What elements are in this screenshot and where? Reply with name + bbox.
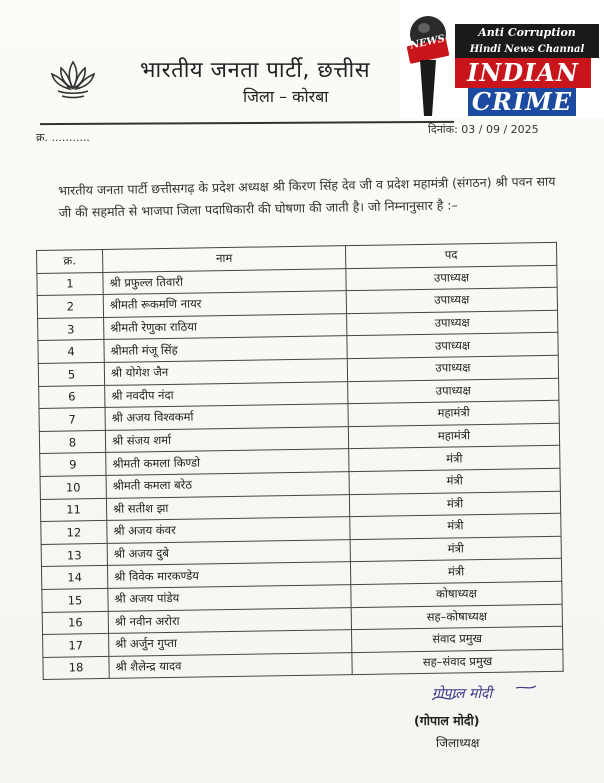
row-post: उपाध्यक्ष <box>346 288 557 314</box>
row-post: उपाध्यक्ष <box>347 310 558 336</box>
row-name: श्रीमती कमला बरेठ <box>106 472 349 498</box>
row-post: मंत्री <box>350 536 561 562</box>
row-name: श्रीमती रेणुका राठिया <box>104 313 347 339</box>
district-name: जिला – कोरबा <box>243 87 329 106</box>
microphone-icon <box>406 12 450 116</box>
row-name: श्री अजय पांडेय <box>108 585 351 611</box>
row-post: मंत्री <box>349 468 560 494</box>
row-name: श्रीमती मंजू सिंह <box>104 336 347 362</box>
row-post: महामंत्री <box>348 423 559 449</box>
news-logo-line3: INDIAN <box>455 58 591 88</box>
letter-date: दिनांक: 03 / 09 / 2025 <box>428 123 539 136</box>
row-serial: 11 <box>40 498 106 522</box>
row-post: संवाद प्रमुख <box>352 626 563 652</box>
row-post: मंत्री <box>349 491 560 517</box>
row-name: श्री अजय दुबे <box>107 539 350 565</box>
row-name: श्री सतीश झा <box>106 494 349 520</box>
row-post: उपाध्यक्ष <box>347 355 558 381</box>
news-badge: NEWS <box>409 33 446 52</box>
row-serial: 8 <box>39 430 105 454</box>
header-serial: क्र. <box>37 249 103 273</box>
row-post: उपाध्यक्ष <box>347 333 558 359</box>
row-serial: 6 <box>39 385 105 409</box>
office-bearers-table <box>36 242 564 680</box>
intro-paragraph: भारतीय जनता पार्टी छत्तीसगढ़ के प्रदेश अध्यक्ष श्री किरण सिंह देव जी व प्रदेश महामंत्री (संगठन) श्री पवन साय जी की सहमति से भाजपा जिला पदाधिकारी की घोषणा की जाती है। जो निम्नानुसार है :– <box>58 173 556 220</box>
news-logo-line2: Hindi News Channal <box>455 42 599 58</box>
row-name: श्री संजय शर्मा <box>105 426 348 452</box>
row-serial: 14 <box>41 566 107 590</box>
row-serial: 17 <box>43 634 109 658</box>
row-serial: 3 <box>38 317 104 341</box>
row-name: श्री शैलेन्द्र यादव <box>109 652 352 678</box>
row-serial: 13 <box>41 543 107 567</box>
header-name: नाम <box>102 246 345 272</box>
row-post: उपाध्यक्ष <box>348 378 559 404</box>
row-serial: 7 <box>39 408 105 432</box>
header-divider <box>40 121 454 125</box>
row-serial: 2 <box>37 295 103 319</box>
reference-number: क्र. ........... <box>36 131 90 144</box>
row-post: सह–कोषाध्यक्ष <box>351 604 562 630</box>
row-name: श्री नवदीप नंदा <box>105 381 348 407</box>
row-name: श्री योगेश जैन <box>104 359 347 385</box>
row-serial: 16 <box>42 611 108 635</box>
row-post: कोषाध्यक्ष <box>351 581 562 607</box>
row-name: श्री अजय कंवर <box>107 517 350 543</box>
row-name: श्री अर्जुन गुप्ता <box>109 630 352 656</box>
signatory-name: (गोपाल मोदी) <box>414 713 480 728</box>
news-logo-line4: CRIME <box>468 88 576 116</box>
row-name: श्रीमती कमला किण्डो <box>106 449 349 475</box>
row-serial: 1 <box>37 272 103 296</box>
row-serial: 12 <box>41 521 107 545</box>
row-post: सह–संवाद प्रमुख <box>352 649 563 675</box>
row-name: श्री प्रफुल्ल तिवारी <box>103 268 346 294</box>
row-serial: 18 <box>43 656 109 680</box>
row-post: मंत्री <box>350 559 561 585</box>
handwritten-signature: गोपाल मोदी <box>432 686 493 702</box>
row-serial: 4 <box>38 340 104 364</box>
row-post: मंत्री <box>350 513 561 539</box>
row-serial: 9 <box>40 453 106 477</box>
row-name: श्री विवेक मारकण्डेय <box>107 562 350 588</box>
header-post: पद <box>345 242 556 268</box>
row-name: श्री नवीन अरोरा <box>108 607 351 633</box>
signatory-title: जिलाध्यक्ष <box>436 736 480 750</box>
party-name: भारतीय जनता पार्टी, छत्तीस <box>140 58 371 83</box>
row-post: महामंत्री <box>348 400 559 426</box>
row-post: उपाध्यक्ष <box>346 265 557 291</box>
lotus-logo-icon <box>48 58 98 100</box>
row-name: श्रीमती रूकमणि नायर <box>103 291 346 317</box>
news-logo-line1: Anti Corruption <box>455 24 599 42</box>
row-name: श्री अजय विश्वकर्मा <box>105 404 348 430</box>
row-serial: 5 <box>38 362 104 386</box>
row-post: मंत्री <box>349 446 560 472</box>
row-serial: 15 <box>42 588 108 612</box>
row-serial: 10 <box>40 475 106 499</box>
